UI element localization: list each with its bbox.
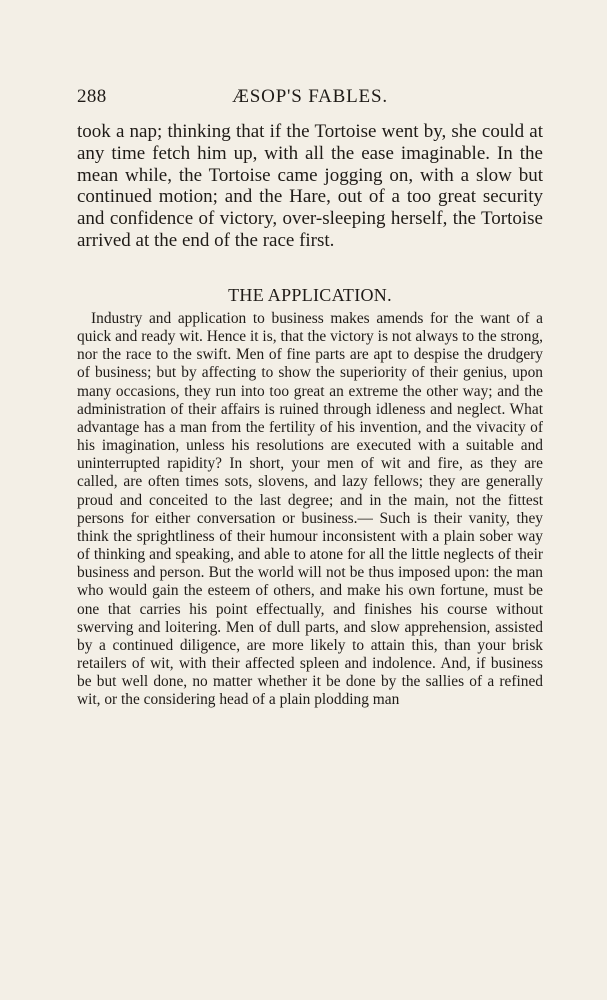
application-text: Industry and application to business makes amends for the want of a quick and ready wit. Hence it is, that the victory is not always to the strong, nor the race to the swift. Men of fine parts are apt to despise the drudgery of business; but by affecting to show the superiority of their genius, upon many occasions, they run into too great an extreme the other way; and the administration of their affairs is ruined through idleness and neglect. What advantage has a man from the fertility of his invention, and the vivacity of his imagination, unless his resolutions are executed with a suitable and uninterrupted rapidity? In short, your men of wit and fire, as they are called, are often times sots, slovens, and lazy fellows; they are generally proud and conceited to the last degree; and in the main, not the fittest persons for either conversation or business.— Such is their vanity, they think the sprightliness of their humour inconsistent with a plain sober way of thinking and speaking, and able to atone for all the little neglects of their business and person. But the world will not be thus imposed upon: the man who would gain the esteem of others, and make his own fortune, must be one that carries his point effectually, and finishes his course without swerving and loitering. Men of dull parts, and slow apprehension, assisted by a continued diligence, are more likely to attain this, than your brisk retailers of wit, with their affected spleen and indolence. And, if business be but well done, no matter whether it be done by the sallies of a refined wit, or the considering head of a plain plodding man [77,310,543,709]
page-number: 288 [77,86,107,107]
page-header [77,86,543,112]
running-head: ÆSOP'S FABLES. [232,86,388,107]
application-heading: THE APPLICATION. [228,285,392,305]
fable-text: took a nap; thinking that if the Tortoise went by, she could at any time fetch him up, with all the ease imaginable. In the mean while, the Tortoise came jogging on, with a slow but continued motion; and the Hare, out of a too great security and confidence of victory, over-sleeping herself, the Tortoise arrived at the end of the race first. [77,121,543,251]
